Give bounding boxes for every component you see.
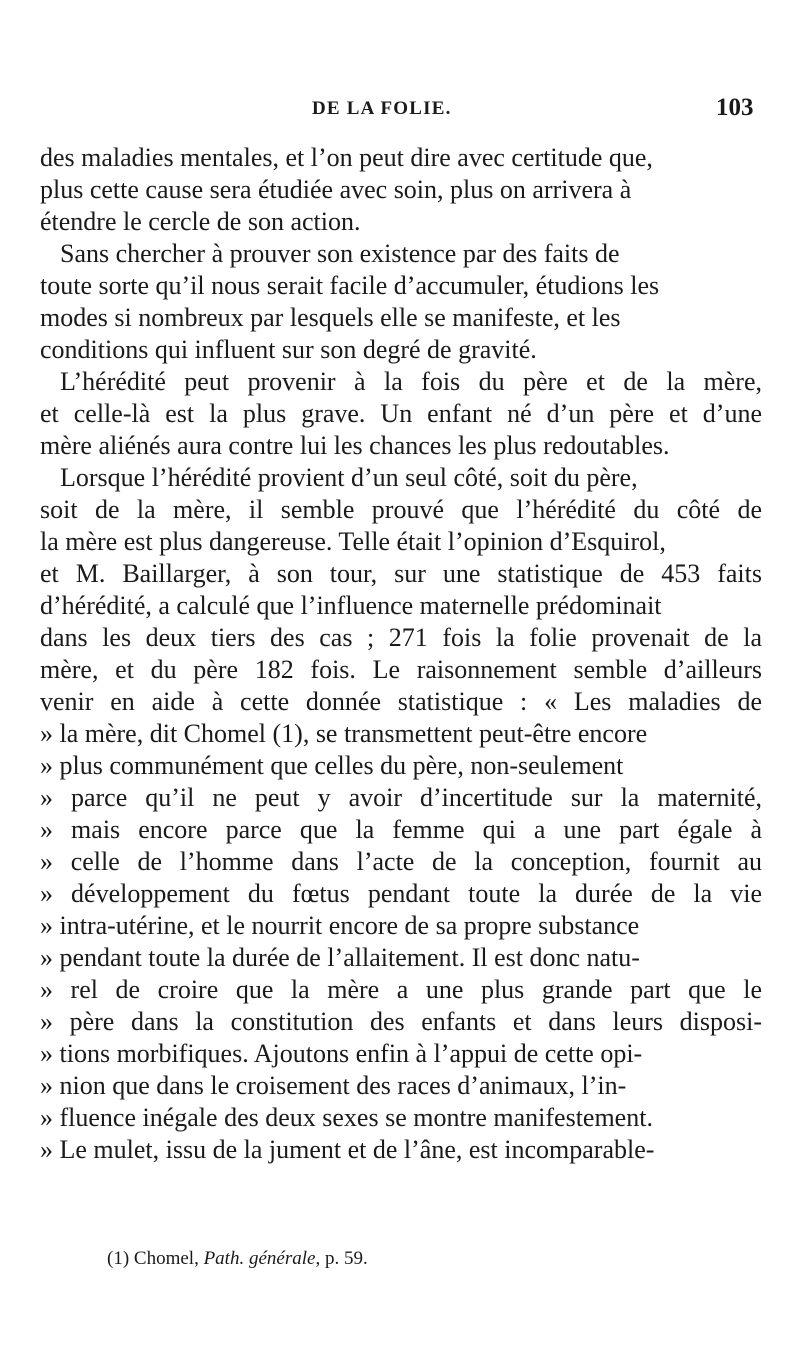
text-line: la mère est plus dangereuse. Telle était l’opinion d’Esquirol,: [40, 527, 666, 556]
text-line: » mais encore parce que la femme qui a une part égale à: [40, 815, 762, 844]
text-line: Lorsque l’hérédité provient d’un seul côté, soit du père,: [60, 463, 638, 492]
text-line: mère, et du père 182 fois. Le raisonnement semble d’ailleurs: [40, 655, 762, 684]
text-line: » Le mulet, issu de la jument et de l’âne, est incomparable-: [40, 1135, 655, 1164]
text-line: conditions qui influent sur son degré de gravité.: [40, 335, 537, 364]
running-head: [0, 94, 800, 128]
text-line: soit de la mère, il semble prouvé que l’hérédité du côté de: [40, 495, 762, 524]
text-line: » la mère, dit Chomel (1), se transmettent peut-être encore: [40, 719, 648, 748]
running-title: DE LA FOLIE.: [312, 98, 452, 119]
text-line: » plus communément que celles du père, non-seulement: [40, 751, 624, 780]
footnote-suffix: , p. 59.: [315, 1248, 368, 1269]
text-line: » tions morbifiques. Ajoutons enfin à l’appui de cette opi-: [40, 1039, 643, 1068]
text-line: » pendant toute la durée de l’allaitement. Il est donc natu-: [40, 943, 640, 972]
footnote-prefix: (1) Chomel,: [107, 1248, 204, 1269]
text-line: toute sorte qu’il nous serait facile d’accumuler, étudions les: [40, 271, 660, 300]
text-line: des maladies mentales, et l’on peut dire avec certitude que,: [40, 143, 653, 172]
text-line: d’hérédité, a calculé que l’influence maternelle prédominait: [40, 591, 662, 620]
text-line: étendre le cercle de son action.: [40, 207, 361, 236]
text-line: » intra-utérine, et le nourrit encore de sa propre substance: [40, 911, 640, 940]
text-line: plus cette cause sera étudiée avec soin, plus on arrivera à: [40, 175, 632, 204]
text-line: » fluence inégale des deux sexes se montre manifestement.: [40, 1103, 653, 1132]
text-line: » parce qu’il ne peut y avoir d’incertitude sur la maternité,: [40, 783, 762, 812]
text-line: L’hérédité peut provenir à la fois du père et de la mère,: [60, 367, 762, 396]
text-line: et M. Baillarger, à son tour, sur une statistique de 453 faits: [40, 559, 762, 588]
text-line: » développement du fœtus pendant toute la durée de la vie: [40, 879, 762, 908]
text-line: dans les deux tiers des cas ; 271 fois la folie provenait de la: [40, 623, 762, 652]
text-line: » père dans la constitution des enfants et dans leurs disposi-: [40, 1007, 762, 1036]
footnote-title: Path. générale: [203, 1248, 316, 1269]
text-line: Sans chercher à prouver son existence par des faits de: [60, 239, 620, 268]
text-line: » rel de croire que la mère a une plus grande part que le: [40, 975, 762, 1004]
text-line: » celle de l’homme dans l’acte de la conception, fournit au: [40, 847, 762, 876]
text-line: venir en aide à cette donnée statistique : « Les maladies de: [40, 687, 762, 716]
page-number: 103: [716, 94, 754, 121]
footnote: [107, 1246, 368, 1272]
text-line: modes si nombreux par lesquels elle se manifeste, et les: [40, 303, 621, 332]
text-line: mère aliénés aura contre lui les chances les plus redoutables.: [40, 431, 670, 460]
text-line: » nion que dans le croisement des races d’animaux, l’in-: [40, 1071, 627, 1100]
text-line: et celle-là est la plus grave. Un enfant né d’un père et d’une: [40, 399, 762, 428]
